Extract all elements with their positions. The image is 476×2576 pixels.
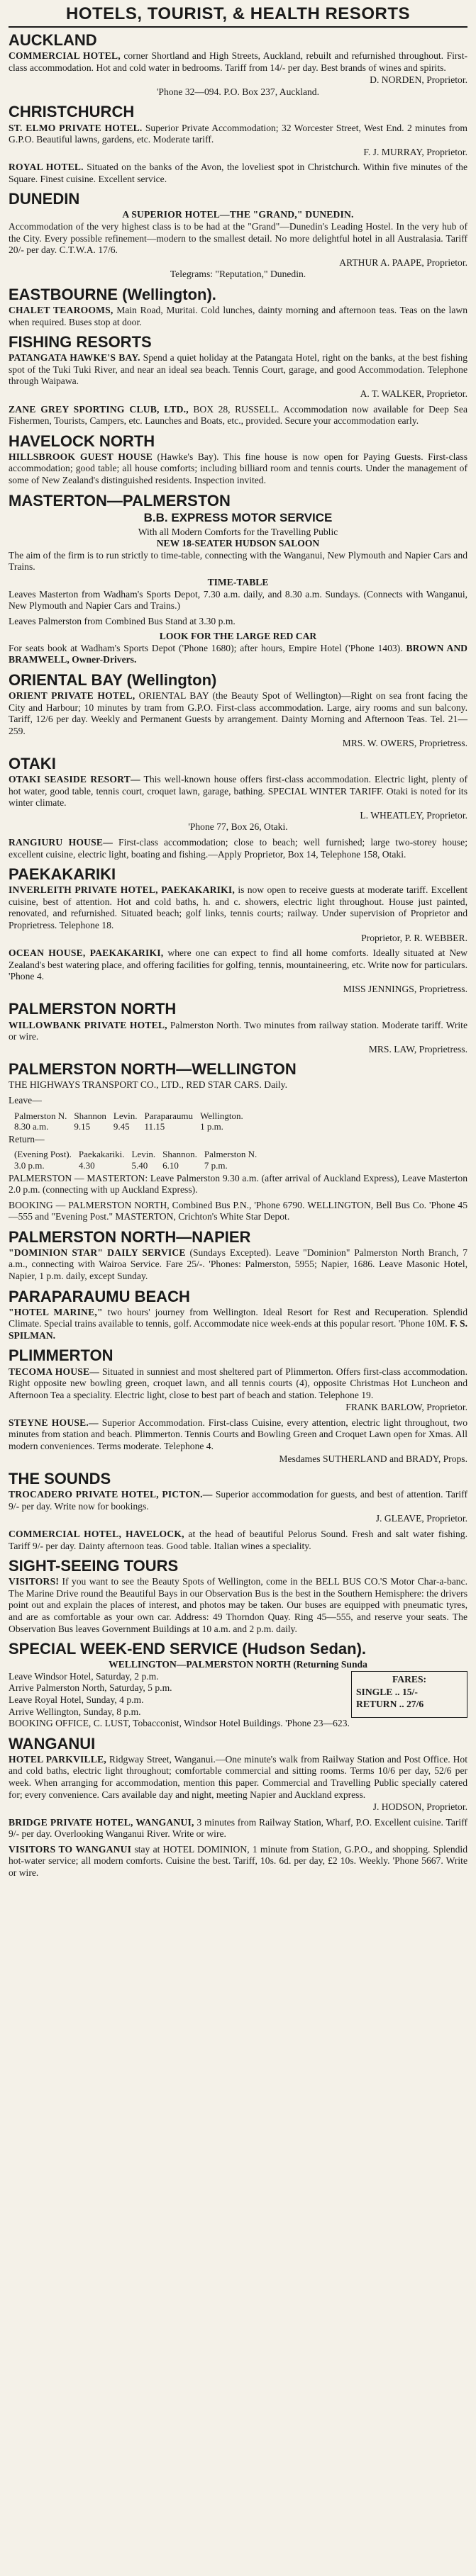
section-heading: PLIMMERTON	[9, 1346, 114, 1365]
section-palmerston-napier	[9, 1229, 467, 1283]
booking-office: BOOKING OFFICE, C. LUST, Tobacconist, Windsor Hotel Buildings. 'Phone 23—623.	[9, 1718, 350, 1729]
advertisement	[9, 1817, 467, 1840]
service-tagline: With all Modern Comforts for the Travelling Public	[138, 526, 338, 537]
section-heading: HAVELOCK NORTH	[9, 432, 155, 450]
ad-body: two hours' journey from Wellington. Ideal Resort for Rest and Recuperation. Splendid Climate. Special trains available to tennis, golf. Accommodate nice week-ends at this popular resort. 'Phone 10M.	[9, 1306, 467, 1329]
advertisement	[9, 1307, 467, 1342]
ad-lead: STEYNE HOUSE.—	[9, 1417, 99, 1428]
section-paekakariki	[9, 866, 467, 995]
ad-lead: ORIENT PRIVATE HOTEL,	[9, 690, 135, 702]
section-heading: DUNEDIN	[9, 190, 80, 208]
section-oriental-bay	[9, 672, 467, 750]
section-the-sounds	[9, 1470, 467, 1552]
ad-lead: THE HIGHWAYS TRANSPORT CO., LTD., RED STAR CARS. Daily.	[9, 1079, 287, 1091]
table-cell: Palmerston N.	[14, 1110, 67, 1121]
ad-contact: Telegrams: "Reputation," Dunedin.	[170, 269, 306, 280]
ad-lead: COMMERCIAL HOTEL,	[9, 50, 121, 62]
table-row	[14, 1110, 250, 1122]
ad-signature: MRS. W. OWERS, Proprietress.	[342, 738, 467, 749]
fares-box	[351, 1671, 467, 1718]
ad-body: Superior Accommodation. First-class Cuisine, every attention, electric light throughout, two minutes from station and beach. Plimmerton. Tennis Courts and Bowling Green and Croquet Lawn open for Xmas. All modern conveniences. Terms moderate. Telephone 4.	[9, 1417, 467, 1452]
ad-body: at the head of beautiful Pelorus Sound. Fresh and salt water fishing. Tariff 9/- per day. Dainty afternoon teas. Good table. Italian wines a speciality.	[9, 1529, 467, 1551]
advertisement	[9, 643, 467, 666]
ad-body: where one can expect to find all home comforts. Ideally situated at New Zealand's best watering place, and offering facilities for golfing, tennis, mountaineering, etc. Write now for particulars. 'Phone 4.	[9, 947, 467, 982]
ad-contact: 'Phone 32—094. P.O. Box 237, Auckland.	[156, 86, 319, 97]
section-heading: ORIENTAL BAY (Wellington)	[9, 671, 217, 690]
ad-body: Spend a quiet holiday at the Patangata Hotel, right on the banks, at the best fishing spot of the Tuki Tuki River, and near an ideal sea beach. Tennis Court, garage, and good Accommodation. Telephone through Waipawa.	[9, 352, 467, 387]
advertisement	[9, 451, 467, 487]
table-cell: 1 p.m.	[200, 1121, 223, 1132]
table-cell: 3.0 p.m.	[14, 1159, 45, 1171]
table-cell: Shannon.	[162, 1149, 197, 1160]
ad-lead: ROYAL HOTEL.	[9, 162, 84, 173]
schedule-line: Leave Royal Hotel, Sunday, 4 p.m.	[9, 1694, 144, 1705]
ad-body: stay at HOTEL DOMINION, 1 minute from Station, G.P.O., and shopping. Splendid hot-water service; all modern comforts. Cuisine the best. Tariff, 10s. 6d. per day, £2 10s. Weekly. 'Phone 5667. Write or wire.	[9, 1843, 468, 1879]
section-palmerston-north	[9, 1001, 467, 1055]
table-cell: 8.30 a.m.	[14, 1121, 49, 1132]
advertisement	[9, 305, 467, 328]
advertisement	[9, 1417, 467, 1465]
table-cell: Palmerston N.	[204, 1149, 258, 1160]
ad-lead: "DOMINION STAR" DAILY SERVICE	[9, 1247, 186, 1258]
ad-signature: BROWN AND BRAMWELL, Owner-Drivers.	[9, 642, 467, 665]
fare-return: RETURN .. 27/6	[356, 1699, 424, 1710]
ad-lead: VISITORS TO WANGANUI	[9, 1843, 132, 1855]
look-for-car: LOOK FOR THE LARGE RED CAR	[159, 631, 317, 642]
ad-body: Ridgway Street, Wanganui.—One minute's walk from Railway Station and Post Office. Hot and cold baths, electric light throughout; comfortable commercial and sitting rooms. Terms 10/6 per day, 52/6 per week. When arranging for accommodation, mention this paper. Commercial and Travelling Public specially catered for; every convenience. Cars available day and night, meeting Napier and Auckland express.	[9, 1753, 467, 1800]
fare-single: SINGLE .. 15/-	[356, 1686, 418, 1697]
table-cell: Shannon	[74, 1110, 106, 1121]
advertisement	[9, 1576, 467, 1635]
ad-lead: HILLSBROOK GUEST HOUSE	[9, 451, 153, 462]
ad-lead: HOTEL PARKVILLE,	[9, 1753, 106, 1765]
advertisement	[9, 1247, 467, 1283]
table-row	[14, 1121, 250, 1132]
ad-body: corner Shortland and High Streets, Auckland, rebuilt and refurnished throughout. First-class accommodation. Hot and cold water in bedrooms. Tariff from 14/- per day. Best brands of wines and spirits.	[9, 50, 467, 73]
section-paraparaumu-beach	[9, 1288, 467, 1342]
ad-body: Situated in sunniest and most sheltered part of Plimmerton. Offers first-class accommodation. Right opposite new bowling green, croquet lawn, and all tennis courts (4), opposite Christmas Hot Luncheon and Afternoon Tea a speciality. Electric light, close to best part of beach and station. Telephone 19.	[9, 1366, 467, 1400]
advertisement	[9, 1489, 467, 1525]
ad-body: Situated on the banks of the Avon, the loveliest spot in Christchurch. Within five minutes of the Square. Finest cuisine. Excellent service.	[9, 162, 467, 184]
section-havelock-north	[9, 433, 467, 487]
section-heading: OTAKI	[9, 755, 56, 773]
advertisement	[9, 837, 467, 860]
ad-body: First-class accommodation; close to beach; well furnished; large two-storey house; excellent cuisine, electric light, boating and fishing.—Apply Proprietor, Box 14, Telephone 158, Otaki.	[9, 837, 467, 860]
table-cell: 9.45	[113, 1121, 130, 1132]
ad-lead: CHALET TEAROOMS,	[9, 305, 114, 316]
advertisement	[9, 690, 467, 750]
advertisement	[9, 1754, 467, 1813]
advertisement	[9, 1529, 467, 1552]
section-heading: CHRISTCHURCH	[9, 103, 135, 121]
table-cell: (Evening Post).	[14, 1149, 72, 1160]
table-cell: Levin.	[113, 1110, 138, 1121]
ad-body: Main Road, Muritai. Cold lunches, dainty morning and afternoon teas. Teas on the lawn when required. Buses stop at door.	[9, 305, 467, 327]
advertisement	[9, 209, 467, 280]
service-note: PALMERSTON — MASTERTON: Leave Palmerston 9.30 a.m. (after arrival of Auckland Express), Leave Masterton 2.0 p.m. (connecting with up Auckland Express).	[9, 1172, 467, 1196]
section-heading: THE SOUNDS	[9, 1470, 111, 1488]
table-cell: 5.40	[131, 1159, 148, 1171]
ad-lead: BRIDGE PRIVATE HOTEL, WANGANUI,	[9, 1816, 194, 1828]
advertisement	[9, 162, 467, 185]
section-heading: EASTBOURNE (Wellington).	[9, 285, 216, 303]
ad-body: (Hawke's Bay). This fine house is now open for Paying Guests. First-class accommodation; good table; all house comforts; including billiard room and tennis courts. Under the management of some of New Zealand's distinguished residents. Inspection invited.	[9, 451, 467, 486]
advertisement	[9, 774, 467, 833]
masthead-title: HOTELS, TOURIST, & HEALTH RESORTS	[9, 4, 467, 28]
ad-body: (Sundays Excepted). Leave "Dominion" Palmerston North Branch, 7 a.m., connecting with Wairoa Service. Fare 25/-. 'Phones: Palmerston, 5955; Napier, 1686. Leave Masonic Hotel, Napier, 1 p.m. daily, except Sunday.	[9, 1247, 467, 1282]
ad-signature: MRS. LAW, Proprietress.	[368, 1043, 467, 1054]
section-heading: AUCKLAND	[9, 31, 97, 49]
fares-title: FARES:	[392, 1673, 427, 1684]
schedule-line: Arrive Palmerston North, Saturday, 5 p.m.	[9, 1682, 172, 1694]
timetable-heading: TIME-TABLE	[207, 577, 269, 587]
ad-lead: OCEAN HOUSE, PAEKAKARIKI,	[9, 947, 164, 959]
ad-body: ORIENTAL BAY (the Beauty Spot of Wellington)—Right on sea front facing the City and Harbour; 10 minutes by tram from G.P.O. First-class accommodation. Large, airy rooms and sun balcony. Tariff, 12/6 per day. Weekly and Permanent Guests by arrangement. Dainty Morning and Afternoon Teas. Tel. 21—259.	[9, 690, 467, 736]
section-heading: PALMERSTON NORTH	[9, 1000, 177, 1018]
table-cell: 4.30	[78, 1159, 95, 1171]
section-plimmerton	[9, 1347, 467, 1465]
ad-contact: 'Phone 77, Box 26, Otaki.	[188, 821, 288, 833]
ad-lead: RANGIURU HOUSE—	[9, 837, 113, 848]
section-dunedin	[9, 191, 467, 281]
ad-lead: PATANGATA HAWKE'S BAY.	[9, 352, 140, 364]
service-title: B.B. EXPRESS MOTOR SERVICE	[143, 510, 333, 524]
section-heading: FISHING RESORTS	[9, 333, 152, 351]
table-cell: Wellington.	[200, 1110, 243, 1121]
ad-lead: INVERLEITH PRIVATE HOTEL, PAEKAKARIKI,	[9, 884, 235, 896]
route-title: WELLINGTON—PALMERSTON NORTH (Returning Sunda	[109, 1659, 367, 1670]
ad-signature: A. T. WALKER, Proprietor.	[360, 388, 467, 400]
ad-signature: FRANK BARLOW, Proprietor.	[345, 1402, 467, 1413]
section-christchurch	[9, 103, 467, 185]
ad-lead: TROCADERO PRIVATE HOTEL, PICTON.—	[9, 1489, 213, 1500]
section-heading: SPECIAL WEEK-END SERVICE (Hudson Sedan).	[9, 1640, 367, 1658]
ad-signature: ARTHUR A. PAAPE, Proprietor.	[339, 257, 467, 268]
advertisement	[9, 947, 467, 995]
weekend-times	[9, 1671, 344, 1718]
section-heading: PALMERSTON NORTH—WELLINGTON	[9, 1060, 297, 1079]
section-heading: MASTERTON—PALMERSTON	[9, 491, 231, 510]
ad-body: 3 minutes from Railway Station, Wharf, P.O. Excellent cuisine. Tariff 9/- per day. Overlooking Wanganui River. Write or wire.	[9, 1816, 467, 1840]
ad-lead: WILLOWBANK PRIVATE HOTEL,	[9, 1019, 167, 1030]
table-row	[14, 1149, 264, 1160]
ad-signature: F. J. MURRAY, Proprietor.	[363, 146, 467, 157]
ad-body: Accommodation of the very highest class is to be had at the "Grand"—Dunedin's Leading Hostel. In the very hub of the City. Every possible refinement—modern to the smallest detail. No more delightful hotel in all Australasia. Tariff 20/- per day. C.T.W.A. 17/6.	[9, 221, 467, 256]
ad-lead: ZANE GREY SPORTING CLUB, LTD.,	[9, 403, 189, 415]
table-cell: Levin.	[131, 1149, 156, 1160]
advertisement	[9, 1020, 467, 1056]
ad-body: This well-known house offers first-class accommodation. Electric light, plenty of hot water, good table, tennis court, croquet lawn, garage, bathing. SPECIAL WINTER TARIFF. Otaki is noted for its winter climate.	[9, 774, 467, 809]
ad-lead: A SUPERIOR HOTEL—THE "GRAND," DUNEDIN.	[122, 209, 354, 220]
table-cell: 11.15	[144, 1121, 165, 1132]
ad-lead: VISITORS!	[9, 1576, 60, 1587]
section-heading: PAEKAKARIKI	[9, 865, 116, 884]
ad-signature: L. WHEATLEY, Proprietor.	[360, 809, 467, 821]
timetable-return	[14, 1149, 264, 1171]
section-eastbourne	[9, 286, 467, 328]
section-weekend-service	[9, 1641, 467, 1730]
advertisement	[9, 1366, 467, 1414]
table-cell: 7 p.m.	[204, 1159, 228, 1171]
ad-signature: J. HODSON, Proprietor.	[372, 1801, 467, 1813]
ad-lead: OTAKI SEASIDE RESORT—	[9, 774, 140, 785]
booking-note: BOOKING — PALMERSTON NORTH, Combined Bus P.N., 'Phone 6790. WELLINGTON, Bell Bus Co. 'Phone 45—555 and "Evening Post." MASTERTON, Crichton's White Star Depot.	[9, 1199, 467, 1222]
ad-signature: J. GLEAVE, Proprietor.	[375, 1513, 467, 1524]
ad-body: Superior accommodation for guests, and best of attention. Tariff 9/- per day. Write now for bookings.	[9, 1489, 467, 1512]
return-label: Return—	[9, 1133, 45, 1144]
table-cell: 9.15	[74, 1121, 91, 1132]
table-row	[14, 1160, 264, 1171]
section-wanganui	[9, 1736, 467, 1879]
timetable-leave	[14, 1110, 250, 1132]
section-otaki	[9, 755, 467, 860]
section-heading: SIGHT-SEEING TOURS	[9, 1557, 179, 1575]
ad-lead: COMMERCIAL HOTEL, HAVELOCK,	[9, 1529, 184, 1540]
advertisement	[9, 884, 467, 944]
ad-body: BOX 28, RUSSELL. Accommodation now available for Deep Sea Fishermen, Tourists, Campers, etc. Launches and Boats, etc., provided. Secure your accommodation early.	[9, 403, 467, 427]
weekend-timetable	[9, 1671, 467, 1718]
ad-signature: Proprietor, P. R. WEBBER.	[361, 932, 467, 943]
leave-label: Leave—	[9, 1094, 42, 1106]
advertisement	[9, 1844, 467, 1879]
ad-body: If you want to see the Beauty Spots of Wellington, come in the BELL BUS CO.'S Motor Char-a-banc. The Marine Drive round the Beautiful Bays in our Observation Bus is the best in the Southern Hemisphere: the drivers point out and explain the places of interest, and photos may be taken. Our buses are equipped with pneumatic tyres, and are as comfortable as your own car. Address: 49 Thorndon Quay. Ring 45—555, and reserve your seats. The Observation Bus leaves Government Buildings at 10 a.m. and 2 p.m. daily.	[9, 1576, 468, 1634]
table-cell: Paraparaumu	[144, 1110, 194, 1121]
ad-signature: Mesdames SUTHERLAND and BRADY, Props.	[279, 1453, 467, 1464]
timetable-line: Leaves Masterton from Wadham's Sports Depot, 7.30 a.m. daily, and 8.30 a.m. Sundays. (Connects with Wanganui, New Plymouth and Napier Cars and Trains.)	[9, 588, 467, 612]
section-sight-seeing-tours	[9, 1558, 467, 1635]
section-fishing-resorts	[9, 334, 467, 427]
table-cell: Paekakariki.	[78, 1149, 125, 1160]
section-masterton-palmerston	[9, 493, 467, 666]
section-palmerston-wellington	[9, 1061, 467, 1223]
timetable-line: Leaves Palmerston from Combined Bus Stand at 3.30 p.m.	[9, 615, 236, 626]
section-heading: PARAPARAUMU BEACH	[9, 1287, 190, 1305]
ad-body: For seats book at Wadham's Sports Depot ('Phone 1680); after hours, Empire Hotel ('Phone 1403).	[9, 642, 403, 653]
section-auckland	[9, 32, 467, 98]
ad-signature: F. S. SPILMAN.	[9, 1318, 467, 1341]
table-cell: 6.10	[162, 1159, 179, 1171]
ad-body: The aim of the firm is to run strictly to time-table, connecting with the Wanganui, New Plymouth and Napier Cars and Trains.	[9, 549, 467, 573]
advertisement	[9, 352, 467, 400]
ad-lead: TECOMA HOUSE—	[9, 1366, 100, 1377]
ad-signature: D. NORDEN, Proprietor.	[370, 74, 467, 86]
ad-lead: ST. ELMO PRIVATE HOTEL.	[9, 122, 143, 133]
ad-body: is now open to receive guests at moderate tariff. Excellent cuisine, best of attention. Hot and cold baths, h. and c. showers, electric light throughout. House just painted, renovated, and refurnished. Situated beach; golf links, tennis courts; railway. Under supervision of Proprietor and Proprietress. Telephone 18.	[9, 884, 468, 930]
ad-body: Palmerston North. Two minutes from railway station. Moderate tariff. Write or wire.	[9, 1019, 467, 1042]
service-vehicle: NEW 18-SEATER HUDSON SALOON	[156, 538, 320, 549]
schedule-line: Leave Windsor Hotel, Saturday, 2 p.m.	[9, 1670, 159, 1682]
ad-signature: MISS JENNINGS, Proprietress.	[343, 983, 467, 994]
schedule-line: Arrive Wellington, Sunday, 8 p.m.	[9, 1706, 141, 1717]
ad-body: Superior Private Accommodation; 32 Worcester Street, West End. 2 minutes from G.P.O. Beautiful lawns, gardens, etc. Moderate tariff.	[9, 122, 467, 145]
section-heading: WANGANUI	[9, 1734, 96, 1753]
section-heading: PALMERSTON NORTH—NAPIER	[9, 1227, 251, 1246]
advertisement	[9, 404, 467, 427]
advertisement	[9, 123, 467, 159]
ad-lead: "HOTEL MARINE,"	[9, 1306, 103, 1317]
advertisement	[9, 50, 467, 98]
